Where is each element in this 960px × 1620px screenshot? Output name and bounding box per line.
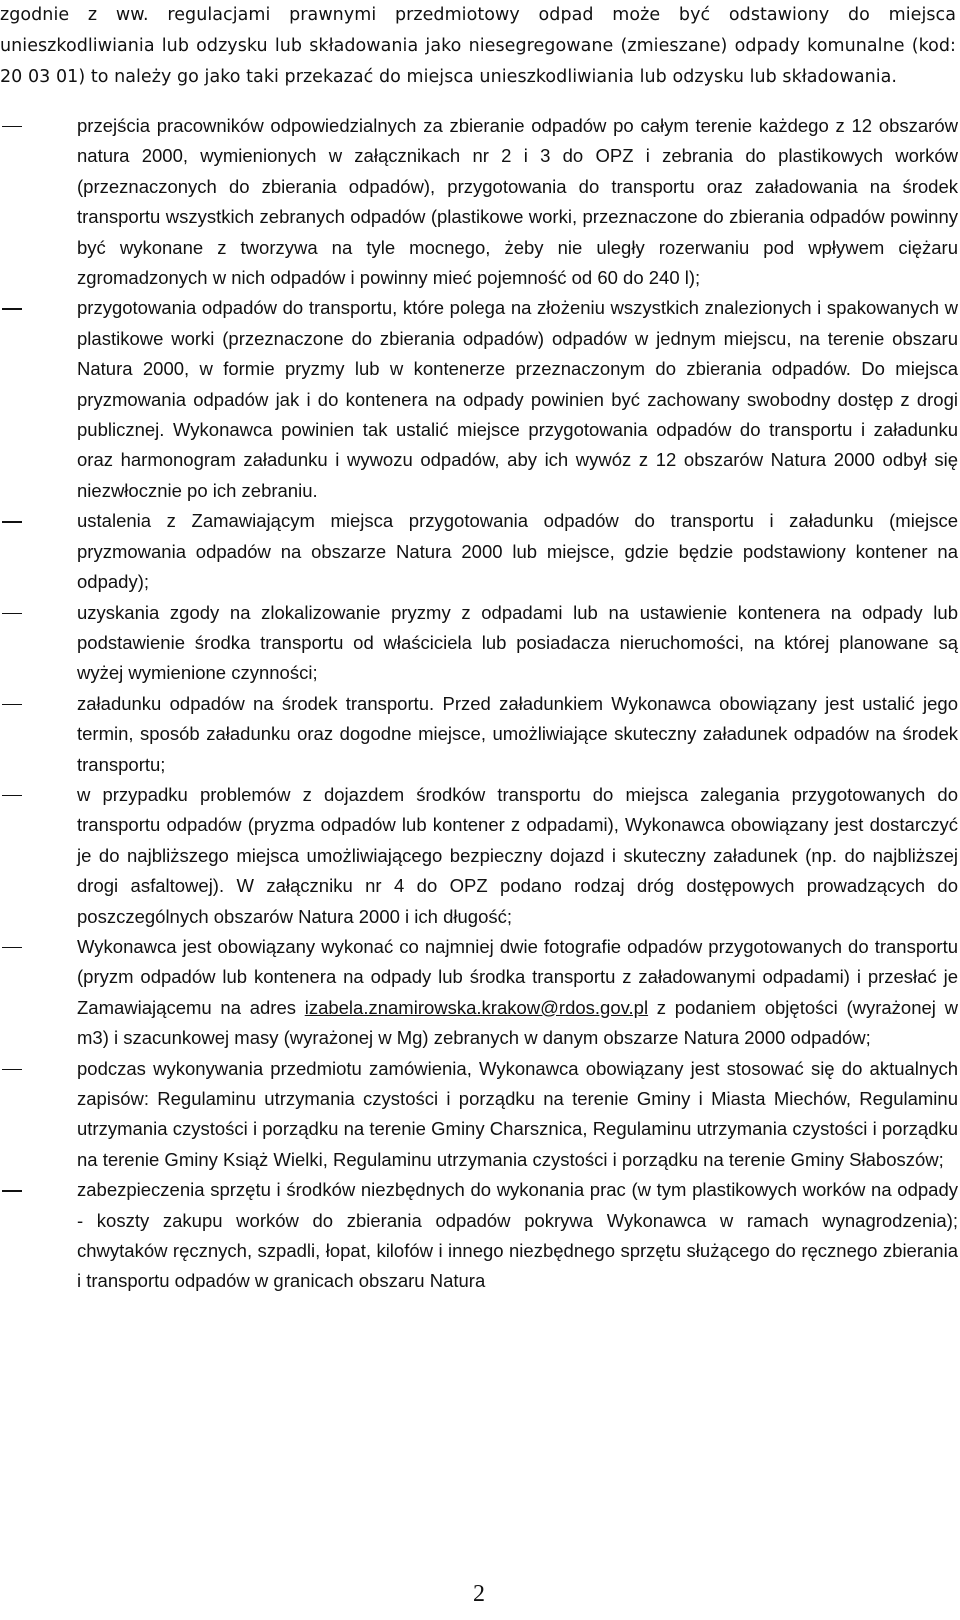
dash-bullet-icon	[2, 521, 22, 522]
list-item-text: przejścia pracowników odpowiedzialnych za zbieranie odpadów po całym terenie każdego z 12 obszarów natura 2000, wymienionych w załącznikach nr 2 i 3 do OPZ i zebrania do plastikowych worków (przeznaczonych do zbierania odpadów), przygotowania do transportu oraz załadowania na środek transportu wszystkich zebranych odpadów (plastikowe worki, przeznaczone do zbierania odpadów powinny być wykonane z tworzywa na tyle mocnego, żeby nie uległy rozerwaniu pod wpływem ciężaru zgromadzonych w nich odpadów i powinny mieć pojemność od 60 do 240 l);	[77, 115, 958, 289]
dash-bullet-icon	[2, 1190, 22, 1191]
dash-bullet-icon	[2, 308, 22, 309]
list-item-text: załadunku odpadów na środek transportu. Przed załadunkiem Wykonawca obowiązany jest ustalić jego termin, sposób załadunku oraz dogodne miejsce, umożliwiające skuteczny załadunek odpadów na środek transportu;	[77, 692, 958, 775]
list-item-location-agreement	[0, 506, 958, 597]
list-item-text: w przypadku problemów z dojazdem środków transportu do miejsca zalegania przygotowanych do transportu odpadów (pryzma odpadów lub kontener z odpadami), Wykonawca obowiązany jest dostarczyć je do najbliższego miejsca umożliwiającego bezpieczny dojazd i skuteczny załadunek (np. do najbliższej drogi asfaltowej). W załączniku nr 4 do OPZ podano rodzaj dróg dostępowych prowadzących do poszczególnych obszarów Natura 2000 i ich długość;	[77, 783, 958, 927]
page-number: 2	[473, 1581, 485, 1607]
list-item-regulations	[0, 1054, 958, 1176]
dash-bullet-icon	[2, 126, 22, 127]
list-item-preparation	[0, 293, 958, 506]
list-item-photos	[0, 932, 958, 1054]
list-item-text: zabezpieczenia sprzętu i środków niezbędnych do wykonania prac (w tym plastikowych worków na odpady - koszty zakupu worków do zbierania odpadów pokrywa Wykonawca w ramach wynagrodzenia); chwytaków ręcznych, szpadli, łopat, kilofów i innego niezbędnego sprzętu służącego do ręcznego zbierania i transportu odpadów w granicach obszaru Natura	[77, 1179, 958, 1292]
list-item-equipment	[0, 1175, 958, 1297]
list-item-text: przygotowania odpadów do transportu, które polega na złożeniu wszystkich znalezionych i spakowanych w plastikowe worki (przeznaczone do zbierania odpadów) odpadów w jednym miejscu, na terenie obszaru Natura 2000, w formie pryzmy lub w kontenerze przeznaczonym do zbierania odpadów. Do miejsca pryzmowania odpadów jak i do kontenera na odpady powinien być zachowany swobodny dostęp z drogi publicznej. Wykonawca powinien tak ustalić miejsce przygotowania odpadów do transportu i załadunku oraz harmonogram załadunku i wywozu odpadów, aby ich wywóz z 12 obszarów Natura 2000 odbył się niezwłocznie po ich zebraniu.	[77, 297, 958, 501]
dash-bullet-icon	[2, 947, 22, 948]
list-item-loading	[0, 689, 958, 780]
dash-bullet-icon	[2, 613, 22, 614]
dash-bullet-icon	[2, 795, 22, 796]
list-item-text: z podaniem objętości (wyrażonej w m3) i szacunkowej masy (wyrażonej w Mg) zebranych w danym obszarze Natura 2000 odpadów;	[77, 996, 958, 1049]
list-item-text: uzyskania zgody na zlokalizowanie pryzmy z odpadami lub na ustawienie kontenera na odpady lub podstawienie środka transportu od właściciela lub posiadacza nieruchomości, na której planowane są wyżej wymienione czynności;	[77, 601, 958, 684]
list-item-collection	[0, 111, 958, 293]
dash-bullet-icon	[2, 704, 22, 705]
list-item-text: ustalenia z Zamawiającym miejsca przygotowania odpadów do transportu i załadunku (miejsce pryzmowania odpadów na obszarze Natura 2000 lub miejsce, gdzie będzie podstawiony kontener na odpady);	[77, 510, 958, 593]
dash-bullet-icon	[2, 1069, 22, 1070]
email-link[interactable]: izabela.znamirowska.krakow@rdos.gov.pl	[304, 996, 649, 1018]
list-item-text: Wykonawca jest obowiązany wykonać co najmniej dwie fotografie odpadów przygotowanych do transportu (pryzm odpadów lub kontenera na odpady lub środka transportu z załadowanymi odpadami) i przesłać je Zamawiającemu na adres	[77, 935, 958, 1018]
list-item-owner-consent	[0, 598, 958, 689]
list-item-text: podczas wykonywania przedmiotu zamówienia, Wykonawca obowiązany jest stosować się do aktualnych zapisów: Regulaminu utrzymania czystości i porządku na terenie Gminy i Miasta Miechów, Regulaminu utrzymania czystości i porządku na terenie Gminy Charsznica, Regulaminu utrzymania czystości i porządku na terenie Gminy Książ Wielki, Regulaminu utrzymania czystości i porządku na terenie Gminy Słaboszów;	[77, 1057, 958, 1170]
intro-paragraph: zgodnie z ww. regulacjami prawnymi przedmiotowy odpad może być odstawiony do miejsca unieszkodliwiania lub odzysku lub składowania jako niesegregowane (zmieszane) odpady komunalne (kod: 20 03 01) to należy go jako taki przekazać do miejsca unieszkodliwiania lub odzysku lub składowania.	[0, 5, 956, 87]
list-item-access-problems	[0, 780, 958, 932]
requirements-list	[0, 111, 958, 1297]
